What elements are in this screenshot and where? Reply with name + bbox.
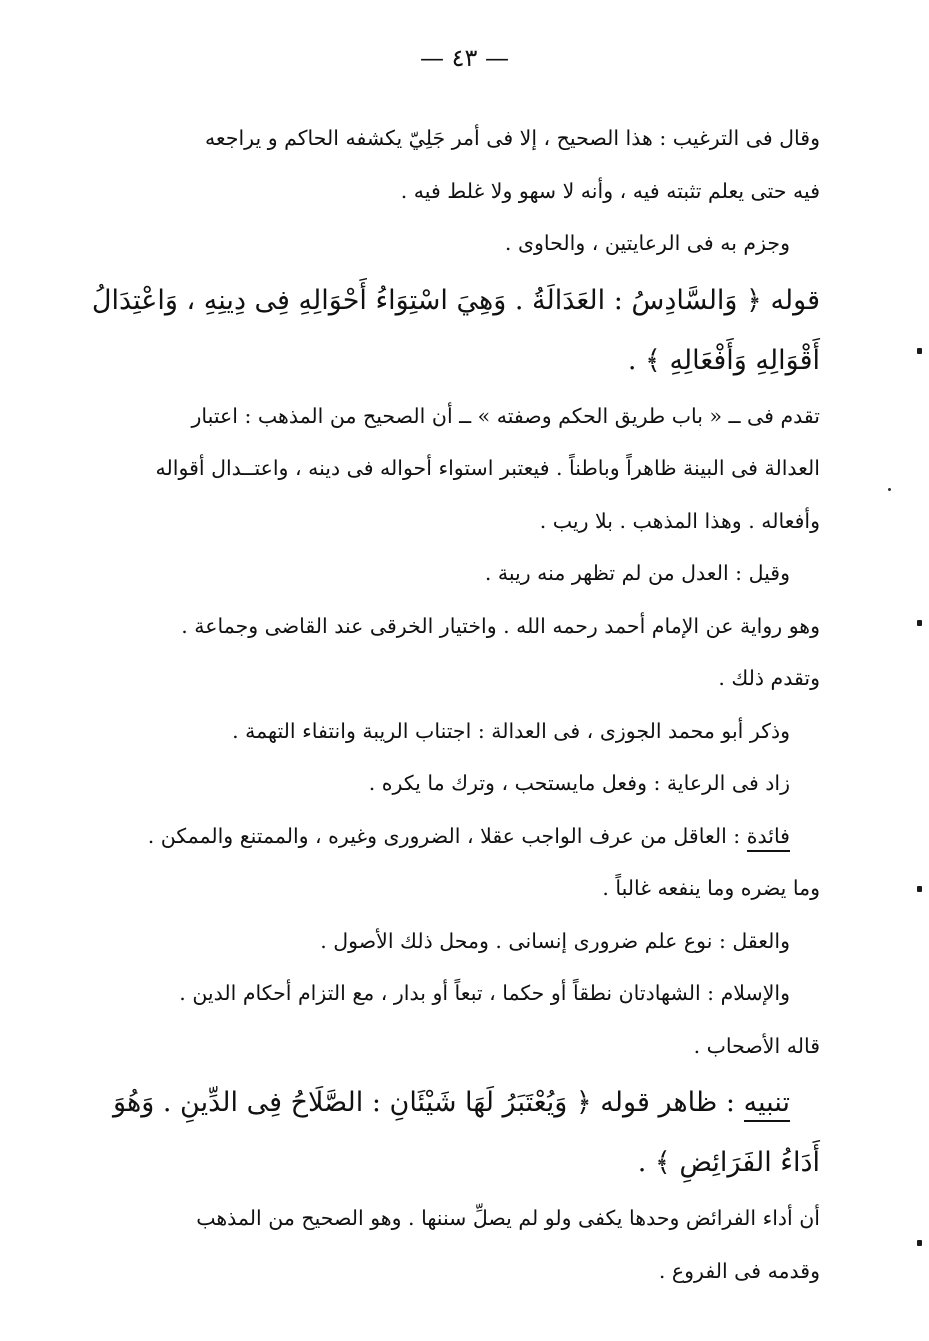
margin-mark <box>917 886 922 892</box>
note-text: : العاقل من عرف الواجب عقلا ، الضرورى وغيره ، والممتنع والممكن . <box>147 823 747 848</box>
margin-dot <box>888 488 891 491</box>
text-line: أن أداء الفرائض وحدها يكفى ولو لم يصلِّ سننها . وهو الصحيح من المذهب <box>196 1206 820 1230</box>
text-line: وما يضره وما ينفعه غالباً . <box>602 876 820 900</box>
quoted-matn-line: قوله ﴿ وَالسَّادِسُ : العَدَالَةُ . وَهِيَ اسْتِوَاءُ أَحْوَالِهِ فِى دِينِهِ ، وَاعْتِدَالُ <box>91 284 820 316</box>
quoted-matn-line: أَقْوَالِهِ وَأَفْعَالِهِ ﴾ . <box>627 344 820 376</box>
text-line: وقال فى الترغيب : هذا الصحيح ، إلا فى أمر جَلِيّ يكشفه الحاكم و يراجعه <box>204 126 820 150</box>
text-line: وقيل : العدل من لم تظهر منه ريبة . <box>484 561 790 585</box>
caution-label: تنبيه <box>744 1087 790 1122</box>
quoted-matn-line: أَدَاءُ الفَرَائِضِ ﴾ . <box>637 1147 820 1178</box>
text-line: زاد فى الرعاية : وفعل مايستحب ، وترك ما يكره . <box>368 771 790 795</box>
text-line: وهو رواية عن الإمام أحمد رحمه الله . واختيار الخرقى عند القاضى وجماعة . <box>181 613 820 638</box>
margin-mark <box>917 620 922 626</box>
margin-mark <box>917 1240 922 1246</box>
text-line: وتقدم ذلك . <box>718 666 820 690</box>
body-text <box>91 112 820 1297</box>
text-line: تقدم فى ــ « باب طريق الحكم وصفته » ــ أن الصحيح من المذهب : اعتبار <box>191 403 820 428</box>
text-line: وجزم به فى الرعايتين ، والحاوى . <box>504 231 790 255</box>
text-line: والإسلام : الشهادتان نطقاً أو حكما ، تبعاً أو بدار ، مع التزام أحكام الدين . <box>179 981 790 1005</box>
caution-text: : ظاهر قوله ﴿ وَيُعْتَبَرُ لَهَا شَيْئَانِ : الصَّلَاحُ فِى الدِّينِ . وَهُوَ <box>113 1087 744 1118</box>
text-line: العدالة فى البينة ظاهراً وباطناً . فيعتبر استواء أحواله فى دينه ، واعتــدال أقواله <box>155 456 820 480</box>
text-line: وأفعاله . وهذا المذهب . بلا ريب . <box>539 508 820 533</box>
text-line <box>147 810 820 863</box>
note-label: فائدة <box>747 824 790 852</box>
text-line: وقدمه فى الفروع . <box>658 1258 820 1283</box>
quoted-matn-line <box>113 1072 820 1134</box>
text-line: قاله الأصحاب . <box>693 1033 820 1058</box>
text-line: والعقل : نوع علم ضرورى إنسانى . ومحل ذلك الأصول . <box>320 928 790 953</box>
page-number: — ٤٣ — <box>419 44 510 72</box>
margin-mark <box>917 348 922 354</box>
text-line: فيه حتى يعلم تثبته فيه ، وأنه لا سهو ولا غلط فيه . <box>400 178 820 203</box>
text-line: وذكر أبو محمد الجوزى ، فى العدالة : اجتناب الريبة وانتفاء التهمة . <box>232 718 790 743</box>
